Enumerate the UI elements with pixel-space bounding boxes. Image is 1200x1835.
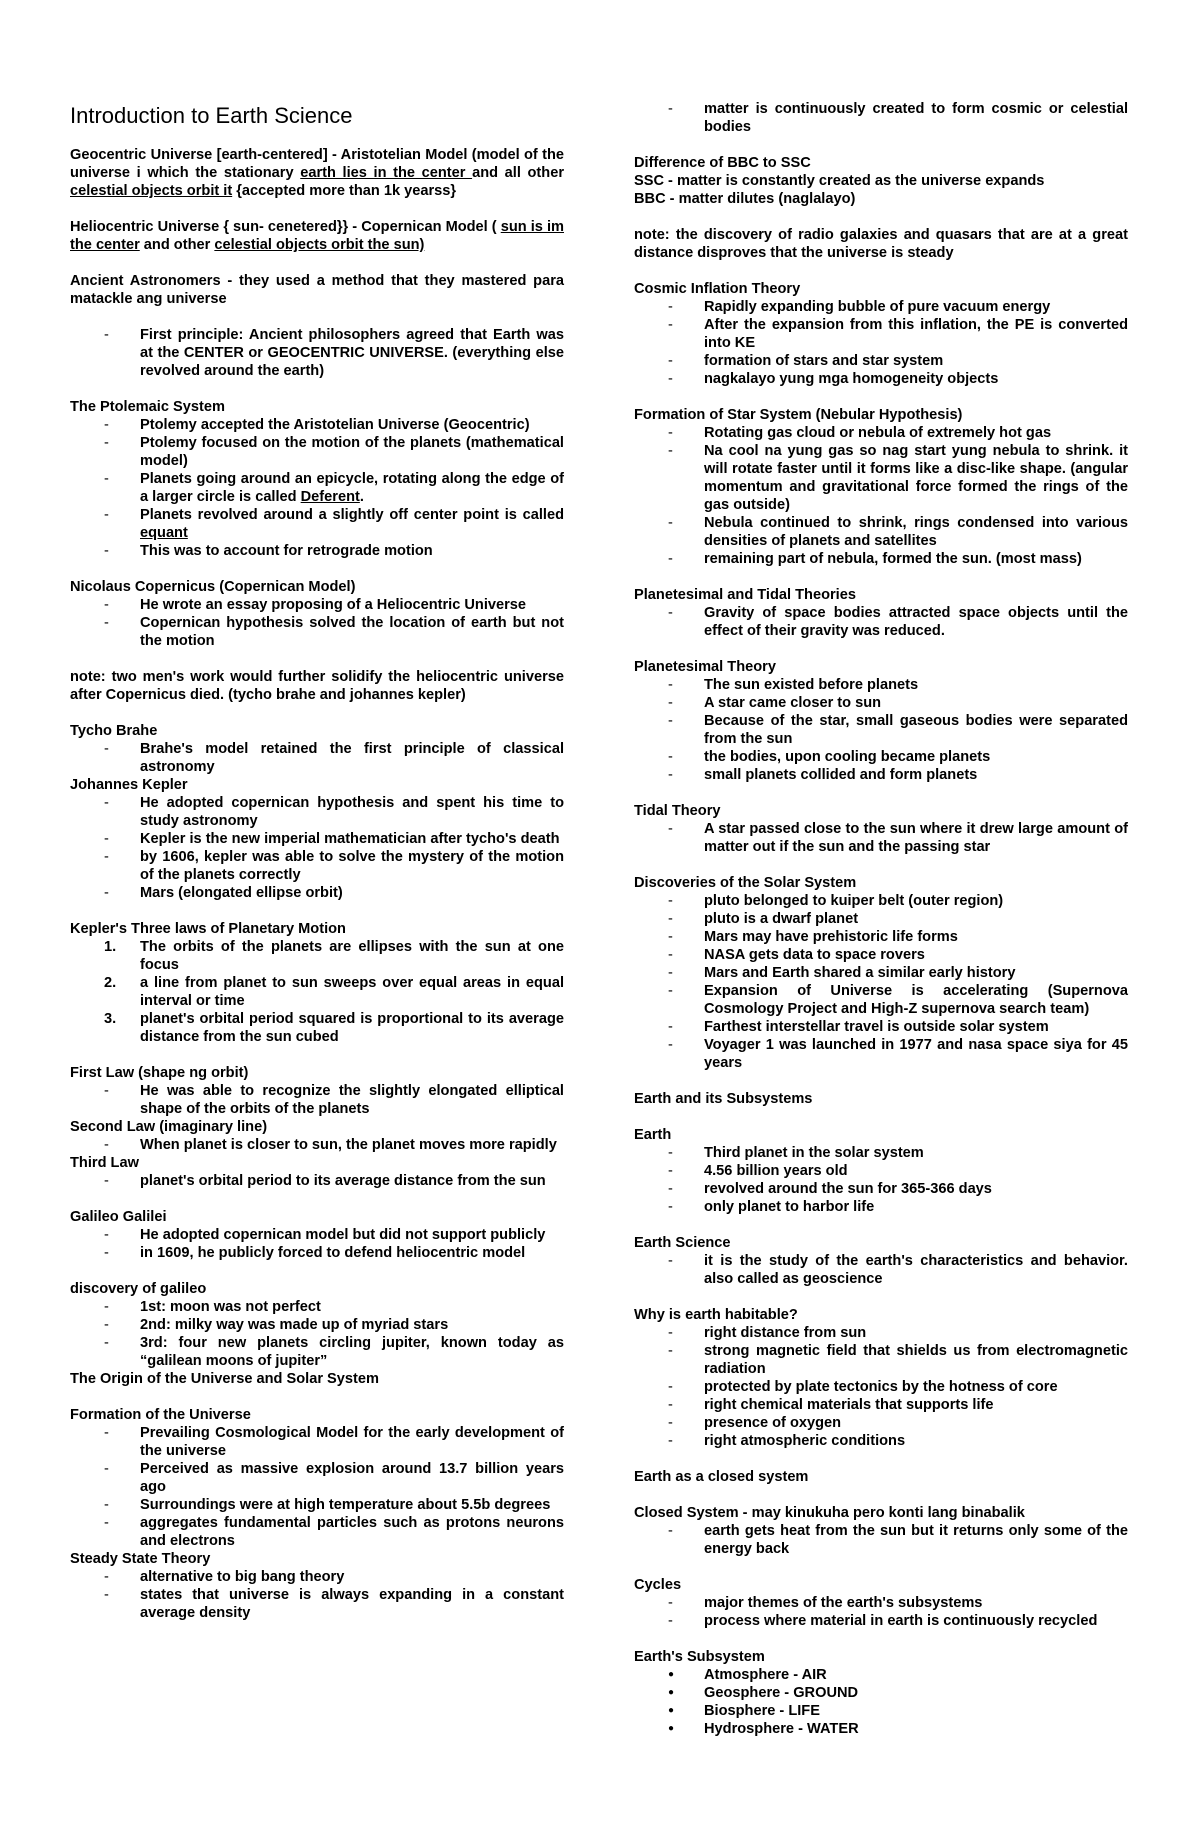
discoveries-list	[634, 892, 1128, 1072]
list-item-text: planet's orbital period squared is proportional to its average distance from the sun cubed	[140, 1011, 564, 1045]
ptolemaic-list	[70, 416, 564, 560]
page-title: Introduction to Earth Science	[70, 103, 353, 128]
list-item: - Rotating gas cloud or nebula of extremely hot gas	[634, 424, 1128, 442]
earth-subsystem-list	[634, 1666, 1128, 1738]
list-item: - Ptolemy focused on the motion of the planets (mathematical model)	[70, 434, 564, 470]
list-item: - Planets going around an epicycle, rotating along the edge of a larger circle is called Deferent.	[70, 470, 564, 506]
section-heading: First Law (shape ng orbit)	[70, 1065, 249, 1081]
inflation-section	[634, 280, 1128, 388]
section-heading: Cosmic Inflation Theory	[634, 281, 801, 297]
list-item: - pluto is a dwarf planet	[634, 910, 1128, 928]
list-item: - Expansion of Universe is accelerating (Supernova Cosmology Project and High-Z supernova search team)	[634, 982, 1128, 1018]
difference-line: SSC - matter is constantly created as the universe expands	[634, 173, 1045, 189]
section-heading: Planetesimal Theory	[634, 659, 776, 675]
third-law-list	[70, 1172, 564, 1190]
tidal-section	[634, 802, 1128, 856]
nebular-list	[634, 424, 1128, 568]
list-item: - Third planet in the solar system	[634, 1144, 1128, 1162]
list-item: - NASA gets data to space rovers	[634, 946, 1128, 964]
section-heading: Formation of Star System (Nebular Hypothesis)	[634, 407, 963, 423]
list-item: - protected by plate tectonics by the hotness of core	[634, 1378, 1128, 1396]
tycho-list	[70, 740, 564, 776]
list-item: - by 1606, kepler was able to solve the mystery of the motion of the planets correctly	[70, 848, 564, 884]
planetesimal-tidal-list	[634, 604, 1128, 640]
habitable-list	[634, 1324, 1128, 1450]
ptolemaic-section	[70, 398, 564, 560]
tycho-section	[70, 722, 564, 776]
closed-system-section	[634, 1504, 1128, 1558]
geocentric-underline-1: earth lies in the center	[300, 165, 473, 181]
list-item: - The sun existed before planets	[634, 676, 1128, 694]
list-item: - earth gets heat from the sun but it returns only some of the energy back	[634, 1522, 1128, 1558]
steady-state-continued	[634, 100, 1128, 136]
ancient-astronomers-section	[70, 272, 564, 380]
section-heading: Kepler's Three laws of Planetary Motion	[70, 921, 346, 937]
list-item: - right chemical materials that supports life	[634, 1396, 1128, 1414]
list-item: - Gravity of space bodies attracted space objects until the effect of their gravity was reduced.	[634, 604, 1128, 640]
geocentric-text: Geocentric Universe [earth-centered] - Aristotelian Model (model of the universe i which the stationary	[70, 147, 564, 181]
formation-list	[70, 1424, 564, 1550]
nebular-section	[634, 406, 1128, 568]
list-item: - remaining part of nebula, formed the sun. (most mass)	[634, 550, 1128, 568]
list-item: - matter is continuously created to form cosmic or celestial bodies	[634, 100, 1128, 136]
list-item: - states that universe is always expanding in a constant average density	[70, 1586, 564, 1622]
section-heading: discovery of galileo	[70, 1281, 207, 1297]
list-item: - presence of oxygen	[634, 1414, 1128, 1432]
formation-section	[70, 1406, 564, 1550]
earth-list	[634, 1144, 1128, 1216]
section-heading: The Ptolemaic System	[70, 399, 225, 415]
list-item: - revolved around the sun for 365-366 days	[634, 1180, 1128, 1198]
note-paragraph	[70, 668, 564, 704]
list-item: - aggregates fundamental particles such as protons neurons and electrons	[70, 1514, 564, 1550]
list-item: - Perceived as massive explosion around 13.7 billion years ago	[70, 1460, 564, 1496]
list-item: - Ptolemy accepted the Aristotelian Universe (Geocentric)	[70, 416, 564, 434]
galileo-section	[70, 1208, 564, 1262]
discoveries-section	[634, 874, 1128, 1072]
list-item: - 2nd: milky way was made up of myriad stars	[70, 1316, 564, 1334]
first-law-list	[70, 1082, 564, 1118]
earth-subsystem-section	[634, 1648, 1128, 1738]
list-item: - A star came closer to sun	[634, 694, 1128, 712]
list-item: - Mars may have prehistoric life forms	[634, 928, 1128, 946]
steady-state-list	[70, 1568, 564, 1622]
note-text: note: two men's work would further solidify the heliocentric universe after Copernicus died. (tycho brahe and johannes kepler)	[70, 669, 564, 703]
first-principle-list	[70, 326, 564, 380]
difference-line: BBC - matter dilutes (naglalayo)	[634, 191, 856, 207]
list-item: - He wrote an essay proposing of a Heliocentric Universe	[70, 596, 564, 614]
list-item: - Nebula continued to shrink, rings condensed into various densities of planets and satellites	[634, 514, 1128, 550]
heliocentric-text-mid: and other	[139, 237, 215, 253]
list-item: - After the expansion from this inflation, the PE is converted into KE	[634, 316, 1128, 352]
heliocentric-paragraph	[70, 218, 564, 254]
kepler-list	[70, 794, 564, 902]
list-item: - 1st: moon was not perfect	[70, 1298, 564, 1316]
first-law-section	[70, 1064, 564, 1118]
list-item: - Mars and Earth shared a similar early history	[634, 964, 1128, 982]
subsystems-title-block	[634, 1090, 1128, 1108]
list-item: - right atmospheric conditions	[634, 1432, 1128, 1450]
section-heading: Galileo Galilei	[70, 1209, 167, 1225]
list-item	[70, 974, 564, 1010]
discovery-list	[70, 1298, 564, 1370]
cycles-list	[634, 1594, 1128, 1630]
discovery-section	[70, 1280, 564, 1370]
list-item: - alternative to big bang theory	[70, 1568, 564, 1586]
list-item: - Prevailing Cosmological Model for the early development of the universe	[70, 1424, 564, 1460]
list-item: - He adopted copernican model but did not support publicly	[70, 1226, 564, 1244]
list-item	[70, 938, 564, 974]
note-text: note: the discovery of radio galaxies and quasars that are at a great distance disproves that the universe is steady	[634, 227, 1128, 261]
kepler-laws-section	[70, 920, 564, 1046]
difference-section	[634, 154, 1128, 208]
galileo-list	[70, 1226, 564, 1262]
list-item: - pluto belonged to kuiper belt (outer region)	[634, 892, 1128, 910]
section-heading: Closed System - may kinukuha pero konti lang binabalik	[634, 1505, 1025, 1521]
section-heading: Steady State Theory	[70, 1551, 211, 1567]
section-heading: Formation of the Universe	[70, 1407, 251, 1423]
section-heading: Nicolaus Copernicus (Copernican Model)	[70, 579, 356, 595]
list-item: - This was to account for retrograde motion	[70, 542, 564, 560]
geocentric-text-mid: and all other	[472, 165, 564, 181]
list-item: - 3rd: four new planets circling jupiter, known today as “galilean moons of jupiter”	[70, 1334, 564, 1370]
deferent-term: Deferent	[300, 489, 360, 505]
list-item: - right distance from sun	[634, 1324, 1128, 1342]
closed-system-title: Earth as a closed system	[634, 1469, 809, 1485]
list-item: - Kepler is the new imperial mathematician after tycho's death	[70, 830, 564, 848]
section-heading: Cycles	[634, 1577, 682, 1593]
steady-state-list-continued	[634, 100, 1128, 136]
earth-science-list	[634, 1252, 1128, 1288]
section-heading: Johannes Kepler	[70, 777, 188, 793]
steady-state-section	[70, 1550, 564, 1622]
list-item: - formation of stars and star system	[634, 352, 1128, 370]
list-item: - nagkalayo yung mga homogeneity objects	[634, 370, 1128, 388]
equant-text: Planets revolved around a slightly off center point is called	[140, 507, 564, 523]
second-law-list	[70, 1136, 564, 1154]
list-item: - First principle: Ancient philosophers agreed that Earth was at the CENTER or GEOCENTRIC UNIVERSE. (everything else revolved around the earth)	[70, 326, 564, 380]
note-paragraph-2	[634, 226, 1128, 262]
kepler-laws-list	[70, 938, 564, 1046]
origin-heading: The Origin of the Universe and Solar System	[70, 1371, 379, 1387]
list-item: - only planet to harbor life	[634, 1198, 1128, 1216]
list-item: - He was able to recognize the slightly elongated elliptical shape of the orbits of the planets	[70, 1082, 564, 1118]
list-number: 3.	[104, 1011, 117, 1027]
list-item: - Copernican hypothesis solved the location of earth but not the motion	[70, 614, 564, 650]
list-item: - planet's orbital period to its average distance from the sun	[70, 1172, 564, 1190]
section-heading: Earth Science	[634, 1235, 731, 1251]
closed-system-list	[634, 1522, 1128, 1558]
list-item: - major themes of the earth's subsystems	[634, 1594, 1128, 1612]
copernicus-list	[70, 596, 564, 650]
earth-science-section	[634, 1234, 1128, 1288]
list-item: - Surroundings were at high temperature about 5.5b degrees	[70, 1496, 564, 1514]
section-heading: Why is earth habitable?	[634, 1307, 798, 1323]
section-heading: Third Law	[70, 1155, 139, 1171]
second-law-section	[70, 1118, 564, 1154]
section-heading: Tidal Theory	[634, 803, 721, 819]
list-item: - Na cool na yung gas so nag start yung nebula to shrink. it will rotate faster until it forms like a disc-like shape. (angular momentum and gravitational force formed the rings of the gas outside)	[634, 442, 1128, 514]
list-item: - Mars (elongated ellipse orbit)	[70, 884, 564, 902]
list-item: - strong magnetic field that shields us from electromagnetic radiation	[634, 1342, 1128, 1378]
geocentric-underline-2: celestial objects orbit it	[70, 183, 233, 199]
list-item-text: a line from planet to sun sweeps over equal areas in equal interval or time	[140, 975, 564, 1009]
list-item	[70, 1010, 564, 1046]
third-law-section	[70, 1154, 564, 1190]
list-item: - 4.56 billion years old	[634, 1162, 1128, 1180]
section-heading: Discoveries of the Solar System	[634, 875, 857, 891]
list-item: - in 1609, he publicly forced to defend heliocentric model	[70, 1244, 564, 1262]
list-item: - Brahe's model retained the first principle of classical astronomy	[70, 740, 564, 776]
heliocentric-text: Heliocentric Universe { sun- cenetered}} - Copernican Model (	[70, 219, 501, 235]
section-heading: Earth	[634, 1127, 672, 1143]
section-heading: Tycho Brahe	[70, 723, 158, 739]
list-number: 2.	[104, 975, 117, 991]
heliocentric-underline-1: sun is im the center	[70, 219, 564, 253]
closed-title-block	[634, 1468, 1128, 1486]
section-heading: Difference of BBC to SSC	[634, 155, 811, 171]
cycles-section	[634, 1576, 1128, 1630]
list-item-text: The orbits of the planets are ellipses with the sun at one focus	[140, 939, 564, 973]
section-heading: Earth's Subsystem	[634, 1649, 765, 1665]
ancient-astronomers-text: Ancient Astronomers - they used a method that they mastered para matackle ang universe	[70, 273, 564, 307]
list-item: - Farthest interstellar travel is outside solar system	[634, 1018, 1128, 1036]
list-item: ● Atmosphere - AIR	[634, 1666, 1128, 1684]
planetesimal-tidal-section	[634, 586, 1128, 640]
origin-heading-block	[70, 1370, 564, 1388]
geocentric-paragraph	[70, 146, 564, 200]
list-item: ● Geosphere - GROUND	[634, 1684, 1128, 1702]
planetesimal-section	[634, 658, 1128, 784]
geocentric-text-post: {accepted more than 1k yearss}	[232, 183, 457, 199]
list-item: - He adopted copernican hypothesis and spent his time to study astronomy	[70, 794, 564, 830]
list-item: - Rapidly expanding bubble of pure vacuum energy	[634, 298, 1128, 316]
list-number: 1.	[104, 939, 117, 955]
heliocentric-underline-2: celestial objects orbit the sun)	[214, 237, 425, 253]
left-column	[70, 98, 564, 1622]
habitable-section	[634, 1306, 1128, 1450]
subsystems-title: Earth and its Subsystems	[634, 1091, 813, 1107]
list-item	[70, 506, 564, 542]
list-item: - small planets collided and form planets	[634, 766, 1128, 784]
list-item: - process where material in earth is continuously recycled	[634, 1612, 1128, 1630]
list-item: - Voyager 1 was launched in 1977 and nasa space siya for 45 years	[634, 1036, 1128, 1072]
copernicus-section	[70, 578, 564, 650]
section-heading: Second Law (imaginary line)	[70, 1119, 268, 1135]
equant-term: equant	[140, 525, 188, 541]
list-item: - Because of the star, small gaseous bodies were separated from the sun	[634, 712, 1128, 748]
inflation-list	[634, 298, 1128, 388]
list-item: ● Hydrosphere - WATER	[634, 1720, 1128, 1738]
kepler-section	[70, 776, 564, 902]
section-heading: Planetesimal and Tidal Theories	[634, 587, 856, 603]
list-item: - it is the study of the earth's characteristics and behavior. also called as geoscience	[634, 1252, 1128, 1288]
list-item: - When planet is closer to sun, the planet moves more rapidly	[70, 1136, 564, 1154]
right-column	[634, 100, 1128, 1738]
deferent-text: Planets going around an epicycle, rotating along the edge of a larger circle is called	[140, 471, 564, 505]
tidal-list	[634, 820, 1128, 856]
planetesimal-list	[634, 676, 1128, 784]
list-item: - the bodies, upon cooling became planets	[634, 748, 1128, 766]
earth-section	[634, 1126, 1128, 1216]
list-item: - A star passed close to the sun where it drew large amount of matter out if the sun and the passing star	[634, 820, 1128, 856]
list-item: ● Biosphere - LIFE	[634, 1702, 1128, 1720]
